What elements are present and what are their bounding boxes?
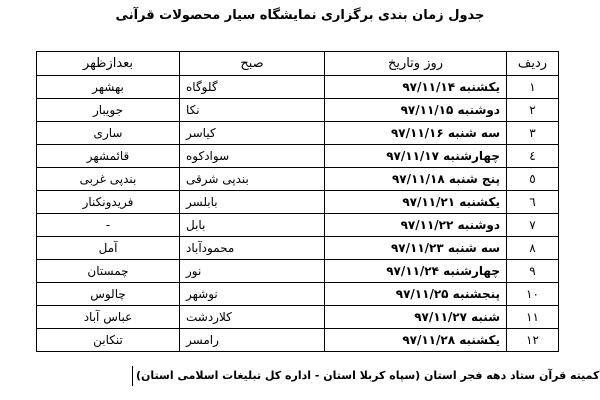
cell-date: پنجشنبه ۹۷/۱۱/۲۵ <box>325 283 507 306</box>
table-header-row <box>37 52 559 76</box>
cell-date: دوشنبه ۹۷/۱۱/۱۵ <box>325 99 507 122</box>
cell-date: شنبه ۹۷/۱۱/۲۷ <box>325 306 507 329</box>
cell-morning: نور <box>180 260 325 283</box>
cell-morning: بندپی شرقی <box>180 168 325 191</box>
cell-row-number: ٥ <box>507 168 559 191</box>
header-afternoon: بعدازظهر <box>37 52 180 76</box>
cell-row-number: ۱۱ <box>507 306 559 329</box>
cell-morning: کلاردشت <box>180 306 325 329</box>
schedule-body <box>37 76 559 352</box>
cell-row-number: ۸ <box>507 237 559 260</box>
cell-morning: بابلسر <box>180 191 325 214</box>
cell-afternoon: فریدونکنار <box>37 191 180 214</box>
cell-row-number: ۱۲ <box>507 329 559 352</box>
cell-date: یکشنبه ۹۷/۱۱/۲۸ <box>325 329 507 352</box>
header-date: روز وتاریخ <box>325 52 507 76</box>
table-row <box>37 329 559 352</box>
cell-afternoon: - <box>37 214 180 237</box>
page-title: جدول زمان بندی برگزاری نمایشگاه سیار محصولات قرآنی <box>115 8 485 23</box>
cell-morning: کیاسر <box>180 122 325 145</box>
cell-afternoon: آمل <box>37 237 180 260</box>
cell-morning: رامسر <box>180 329 325 352</box>
cell-morning: سوادکوه <box>180 145 325 168</box>
cell-date: سه شنبه ۹۷/۱۱/۱۶ <box>325 122 507 145</box>
header-morning: صبح <box>180 52 325 76</box>
cell-afternoon: تنکابن <box>37 329 180 352</box>
cell-morning: بابل <box>180 214 325 237</box>
cell-row-number: ۹ <box>507 260 559 283</box>
cell-row-number: ۱ <box>507 76 559 99</box>
footer-note: کمیته قرآن ستاد دهه فجر استان (سپاه کربلا استان - اداره کل تبلیغات اسلامی استان) <box>132 366 600 386</box>
table-row <box>37 260 559 283</box>
table-row <box>37 283 559 306</box>
cell-date: چهارشنبه ۹۷/۱۱/۲۴ <box>325 260 507 283</box>
schedule-table <box>36 51 559 352</box>
table-row <box>37 237 559 260</box>
table-row <box>37 214 559 237</box>
cell-date: سه شنبه ۹۷/۱۱/۲۳ <box>325 237 507 260</box>
table-row <box>37 122 559 145</box>
cell-morning: گلوگاه <box>180 76 325 99</box>
cell-date: یکشنبه ۹۷/۱۱/۱۴ <box>325 76 507 99</box>
cell-row-number: ۲ <box>507 99 559 122</box>
cell-afternoon: بندپی غربی <box>37 168 180 191</box>
table-row <box>37 306 559 329</box>
cell-date: پنج شنبه ۹۷/۱۱/۱۸ <box>325 168 507 191</box>
header-row-number: ردیف <box>507 52 559 76</box>
cell-morning: محمودآباد <box>180 237 325 260</box>
cell-afternoon: چمستان <box>37 260 180 283</box>
cell-afternoon: چالوس <box>37 283 180 306</box>
cell-row-number: ۱۰ <box>507 283 559 306</box>
cell-afternoon: عباس آباد <box>37 306 180 329</box>
table-row <box>37 145 559 168</box>
cell-date: دوشنبه ۹۷/۱۱/۲۲ <box>325 214 507 237</box>
cell-row-number: ۷ <box>507 214 559 237</box>
cell-date: چهارشنبه ۹۷/۱۱/۱۷ <box>325 145 507 168</box>
cell-afternoon: ساری <box>37 122 180 145</box>
cell-row-number: ٤ <box>507 145 559 168</box>
cell-morning: نکا <box>180 99 325 122</box>
cell-row-number: ٦ <box>507 191 559 214</box>
table-row <box>37 191 559 214</box>
cell-row-number: ۳ <box>507 122 559 145</box>
cell-date: یکشنبه ۹۷/۱۱/۲۱ <box>325 191 507 214</box>
table-row <box>37 76 559 99</box>
cell-afternoon: قائمشهر <box>37 145 180 168</box>
cell-morning: نوشهر <box>180 283 325 306</box>
cell-afternoon: بهشهر <box>37 76 180 99</box>
cell-afternoon: جویبار <box>37 99 180 122</box>
table-row <box>37 99 559 122</box>
table-row <box>37 168 559 191</box>
